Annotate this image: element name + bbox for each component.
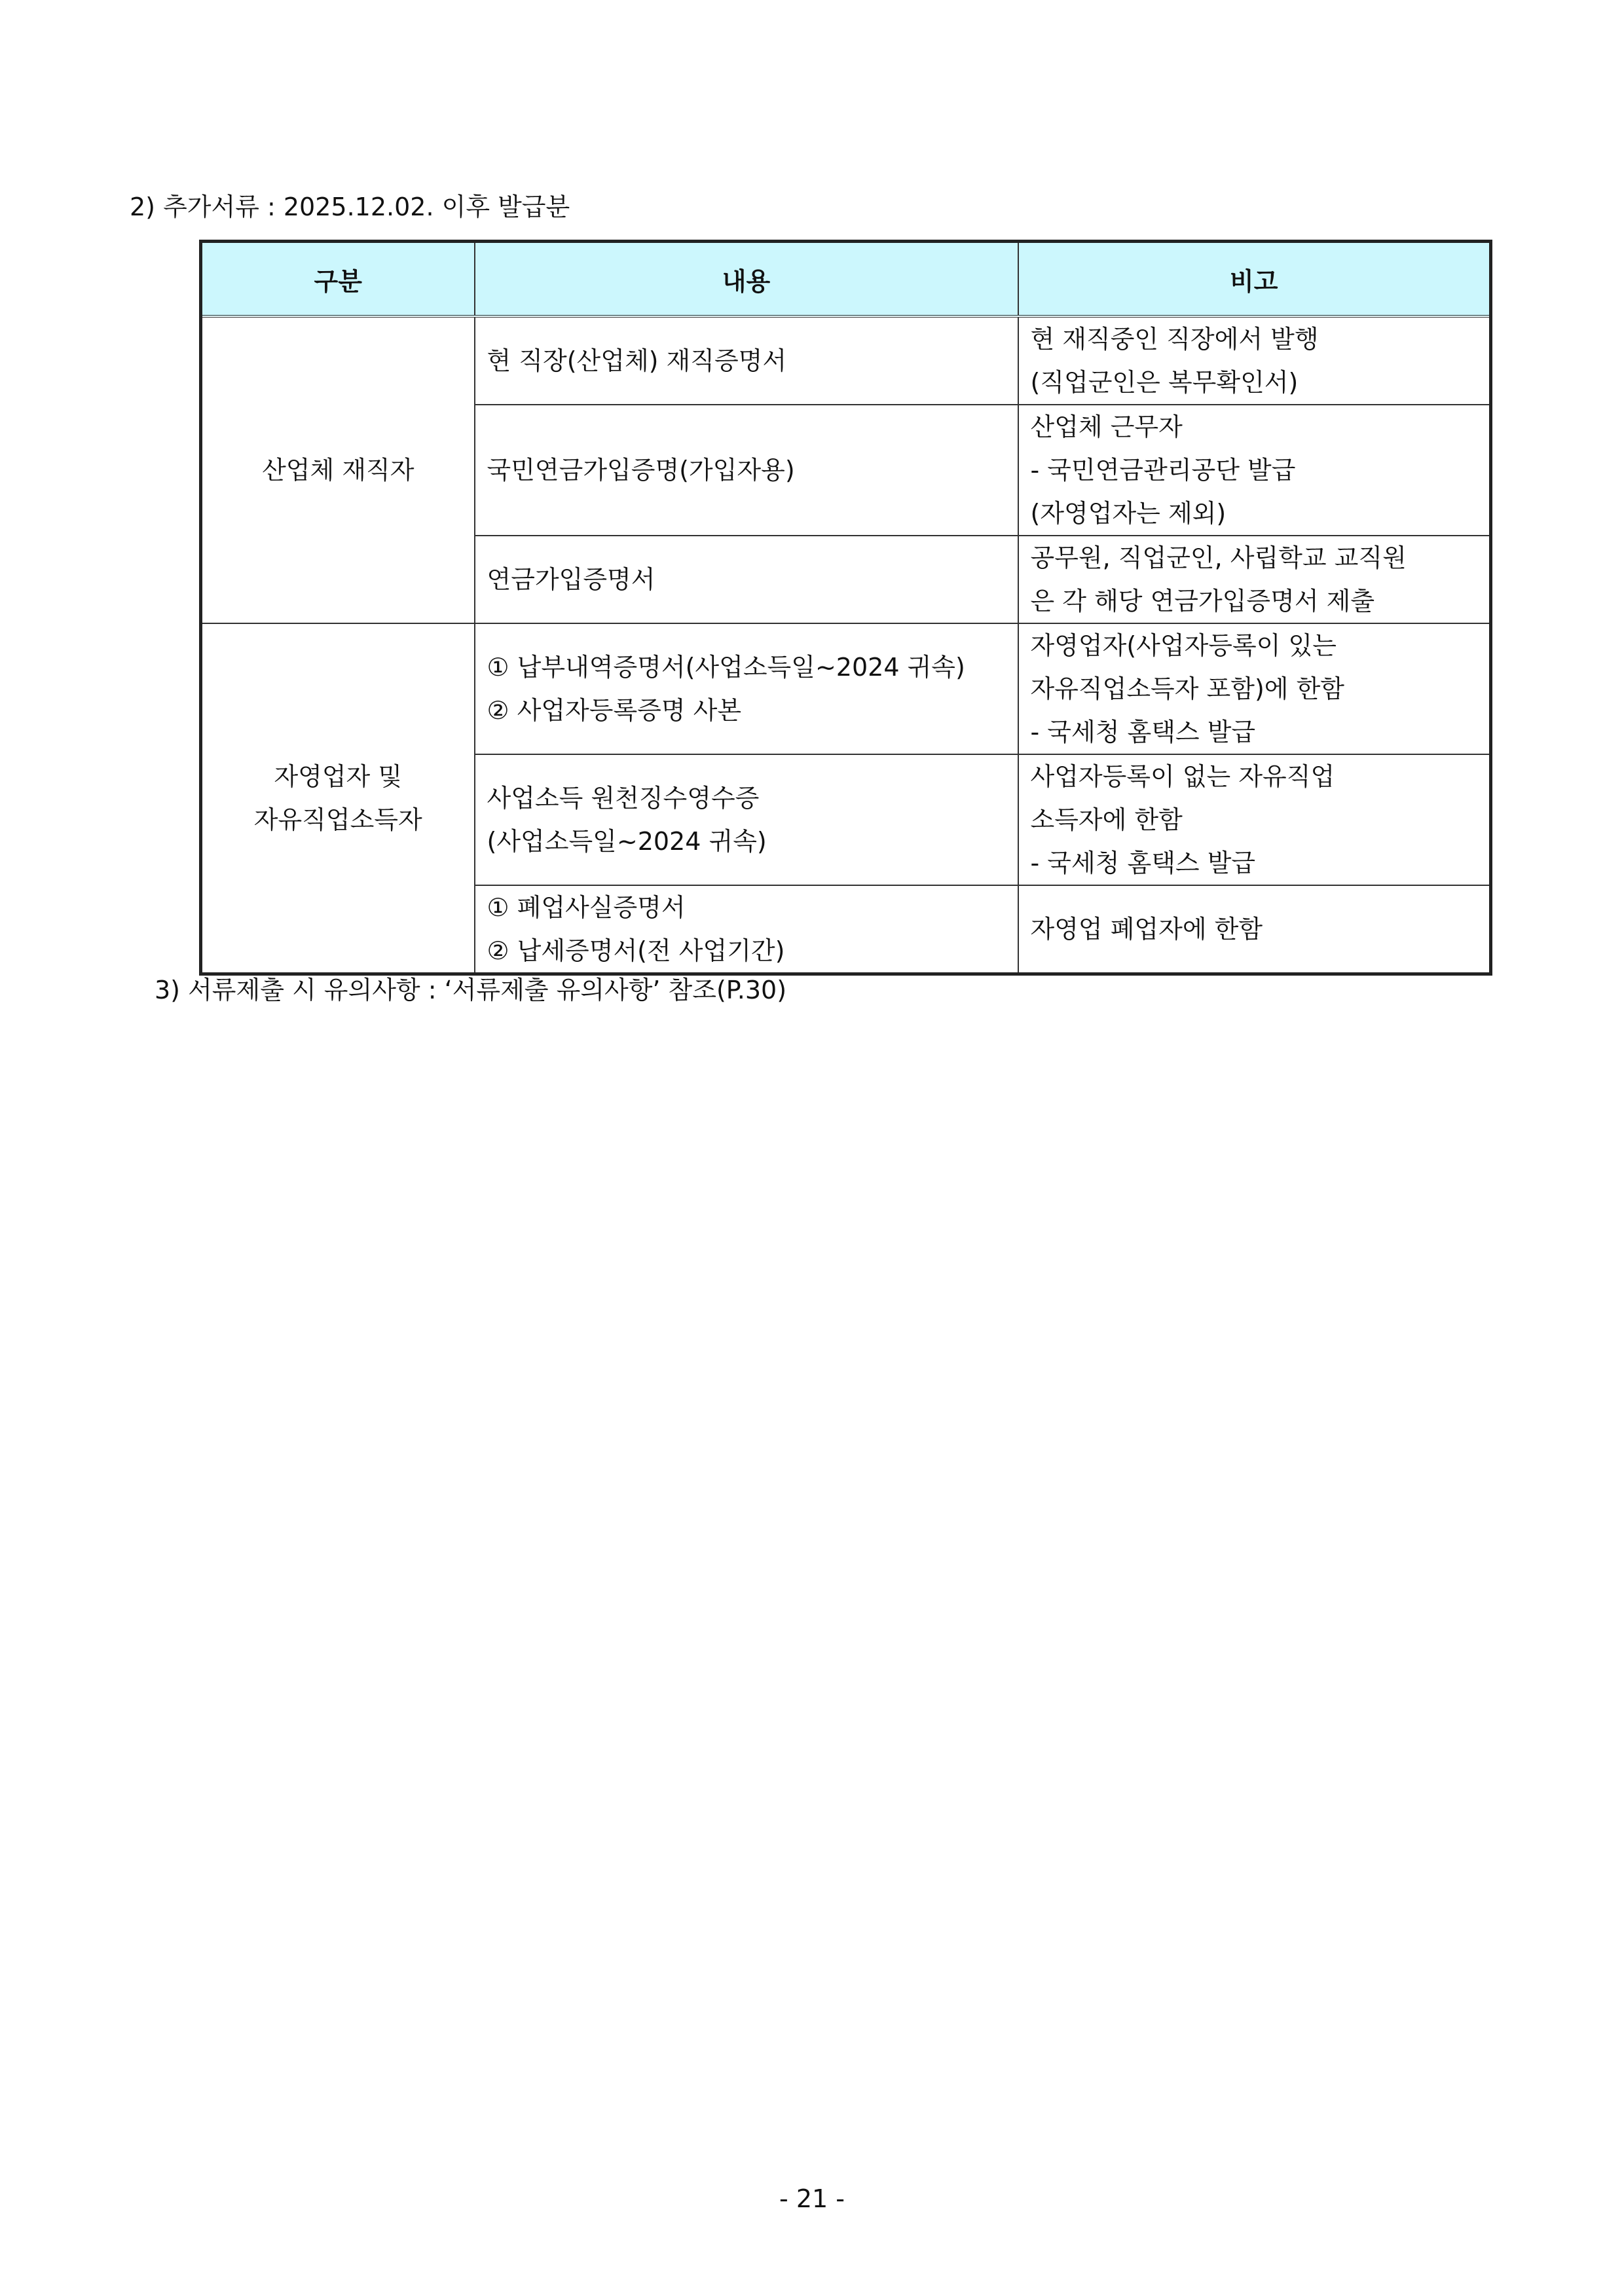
page-number: - 21 - [779, 2184, 845, 2213]
remark-line: 자유직업소득자 포함)에 한함 [1030, 674, 1344, 703]
content-line: 사업소득 원천징수영수증 [487, 784, 760, 813]
content-line: ② 사업자등록증명 사본 [487, 696, 742, 725]
notice-reference: 3) 서류제출 시 유의사항 : ‘서류제출 유의사항’ 참조(P.30) [155, 976, 787, 1004]
content-line: ① 폐업사실증명서 [487, 893, 686, 922]
remark-line: 현 재직중인 직장에서 발행 [1030, 325, 1319, 354]
remark-cell [1018, 623, 1491, 754]
remark-cell [1018, 405, 1491, 536]
remark-line: - 국세청 홈택스 발급 [1030, 849, 1256, 877]
table-row [201, 316, 1491, 405]
content-cell [475, 536, 1018, 623]
remark-line: 자영업자(사업자등록이 있는 [1030, 631, 1337, 660]
remark-cell [1018, 885, 1491, 974]
remark-line: 소득자에 한함 [1030, 805, 1183, 834]
remark-cell [1018, 754, 1491, 885]
content-line: (사업소득일~2024 귀속) [487, 827, 767, 856]
section-heading: 2) 추가서류 : 2025.12.02. 이후 발급분 [130, 193, 570, 221]
remark-line: 산업체 근무자 [1030, 413, 1183, 441]
category-line: 자유직업소득자 [253, 805, 422, 834]
table-row [201, 623, 1491, 754]
remark-line: (자영업자는 제외) [1030, 499, 1227, 528]
remark-line: (직업군인은 복무확인서) [1030, 368, 1299, 397]
content-cell [475, 885, 1018, 974]
content-cell [475, 405, 1018, 536]
remark-line: - 국세청 홈택스 발급 [1030, 718, 1256, 746]
remark-line: 사업자등록이 없는 자유직업 [1030, 762, 1335, 791]
remark-line: - 국민연금관리공단 발급 [1030, 456, 1296, 485]
header-remark: 비고 [1018, 242, 1491, 317]
content-cell [475, 316, 1018, 405]
content-line: 연금가입증명서 [487, 565, 655, 594]
content-cell [475, 754, 1018, 885]
header-category: 구분 [201, 242, 475, 317]
content-cell [475, 623, 1018, 754]
remark-cell [1018, 316, 1491, 405]
remark-cell [1018, 536, 1491, 623]
header-content: 내용 [475, 242, 1018, 317]
content-line: ② 납세증명서(전 사업기간) [487, 936, 785, 965]
category-cell [201, 316, 475, 623]
content-line: ① 납부내역증명서(사업소득일~2024 귀속) [487, 653, 965, 682]
content-line: 현 직장(산업체) 재직증명서 [487, 346, 787, 375]
category-cell [201, 623, 475, 974]
additional-documents-table [199, 240, 1492, 976]
remark-line: 자영업 폐업자에 한함 [1030, 915, 1263, 944]
table-header-row [201, 242, 1491, 317]
category-line: 자영업자 및 [274, 762, 403, 791]
content-line: 국민연금가입증명(가입자용) [487, 456, 795, 485]
remark-line: 공무원, 직업군인, 사립학교 교직원 [1030, 543, 1407, 572]
remark-line: 은 각 해당 연금가입증명서 제출 [1030, 587, 1375, 615]
category-line: 산업체 재직자 [262, 456, 415, 485]
